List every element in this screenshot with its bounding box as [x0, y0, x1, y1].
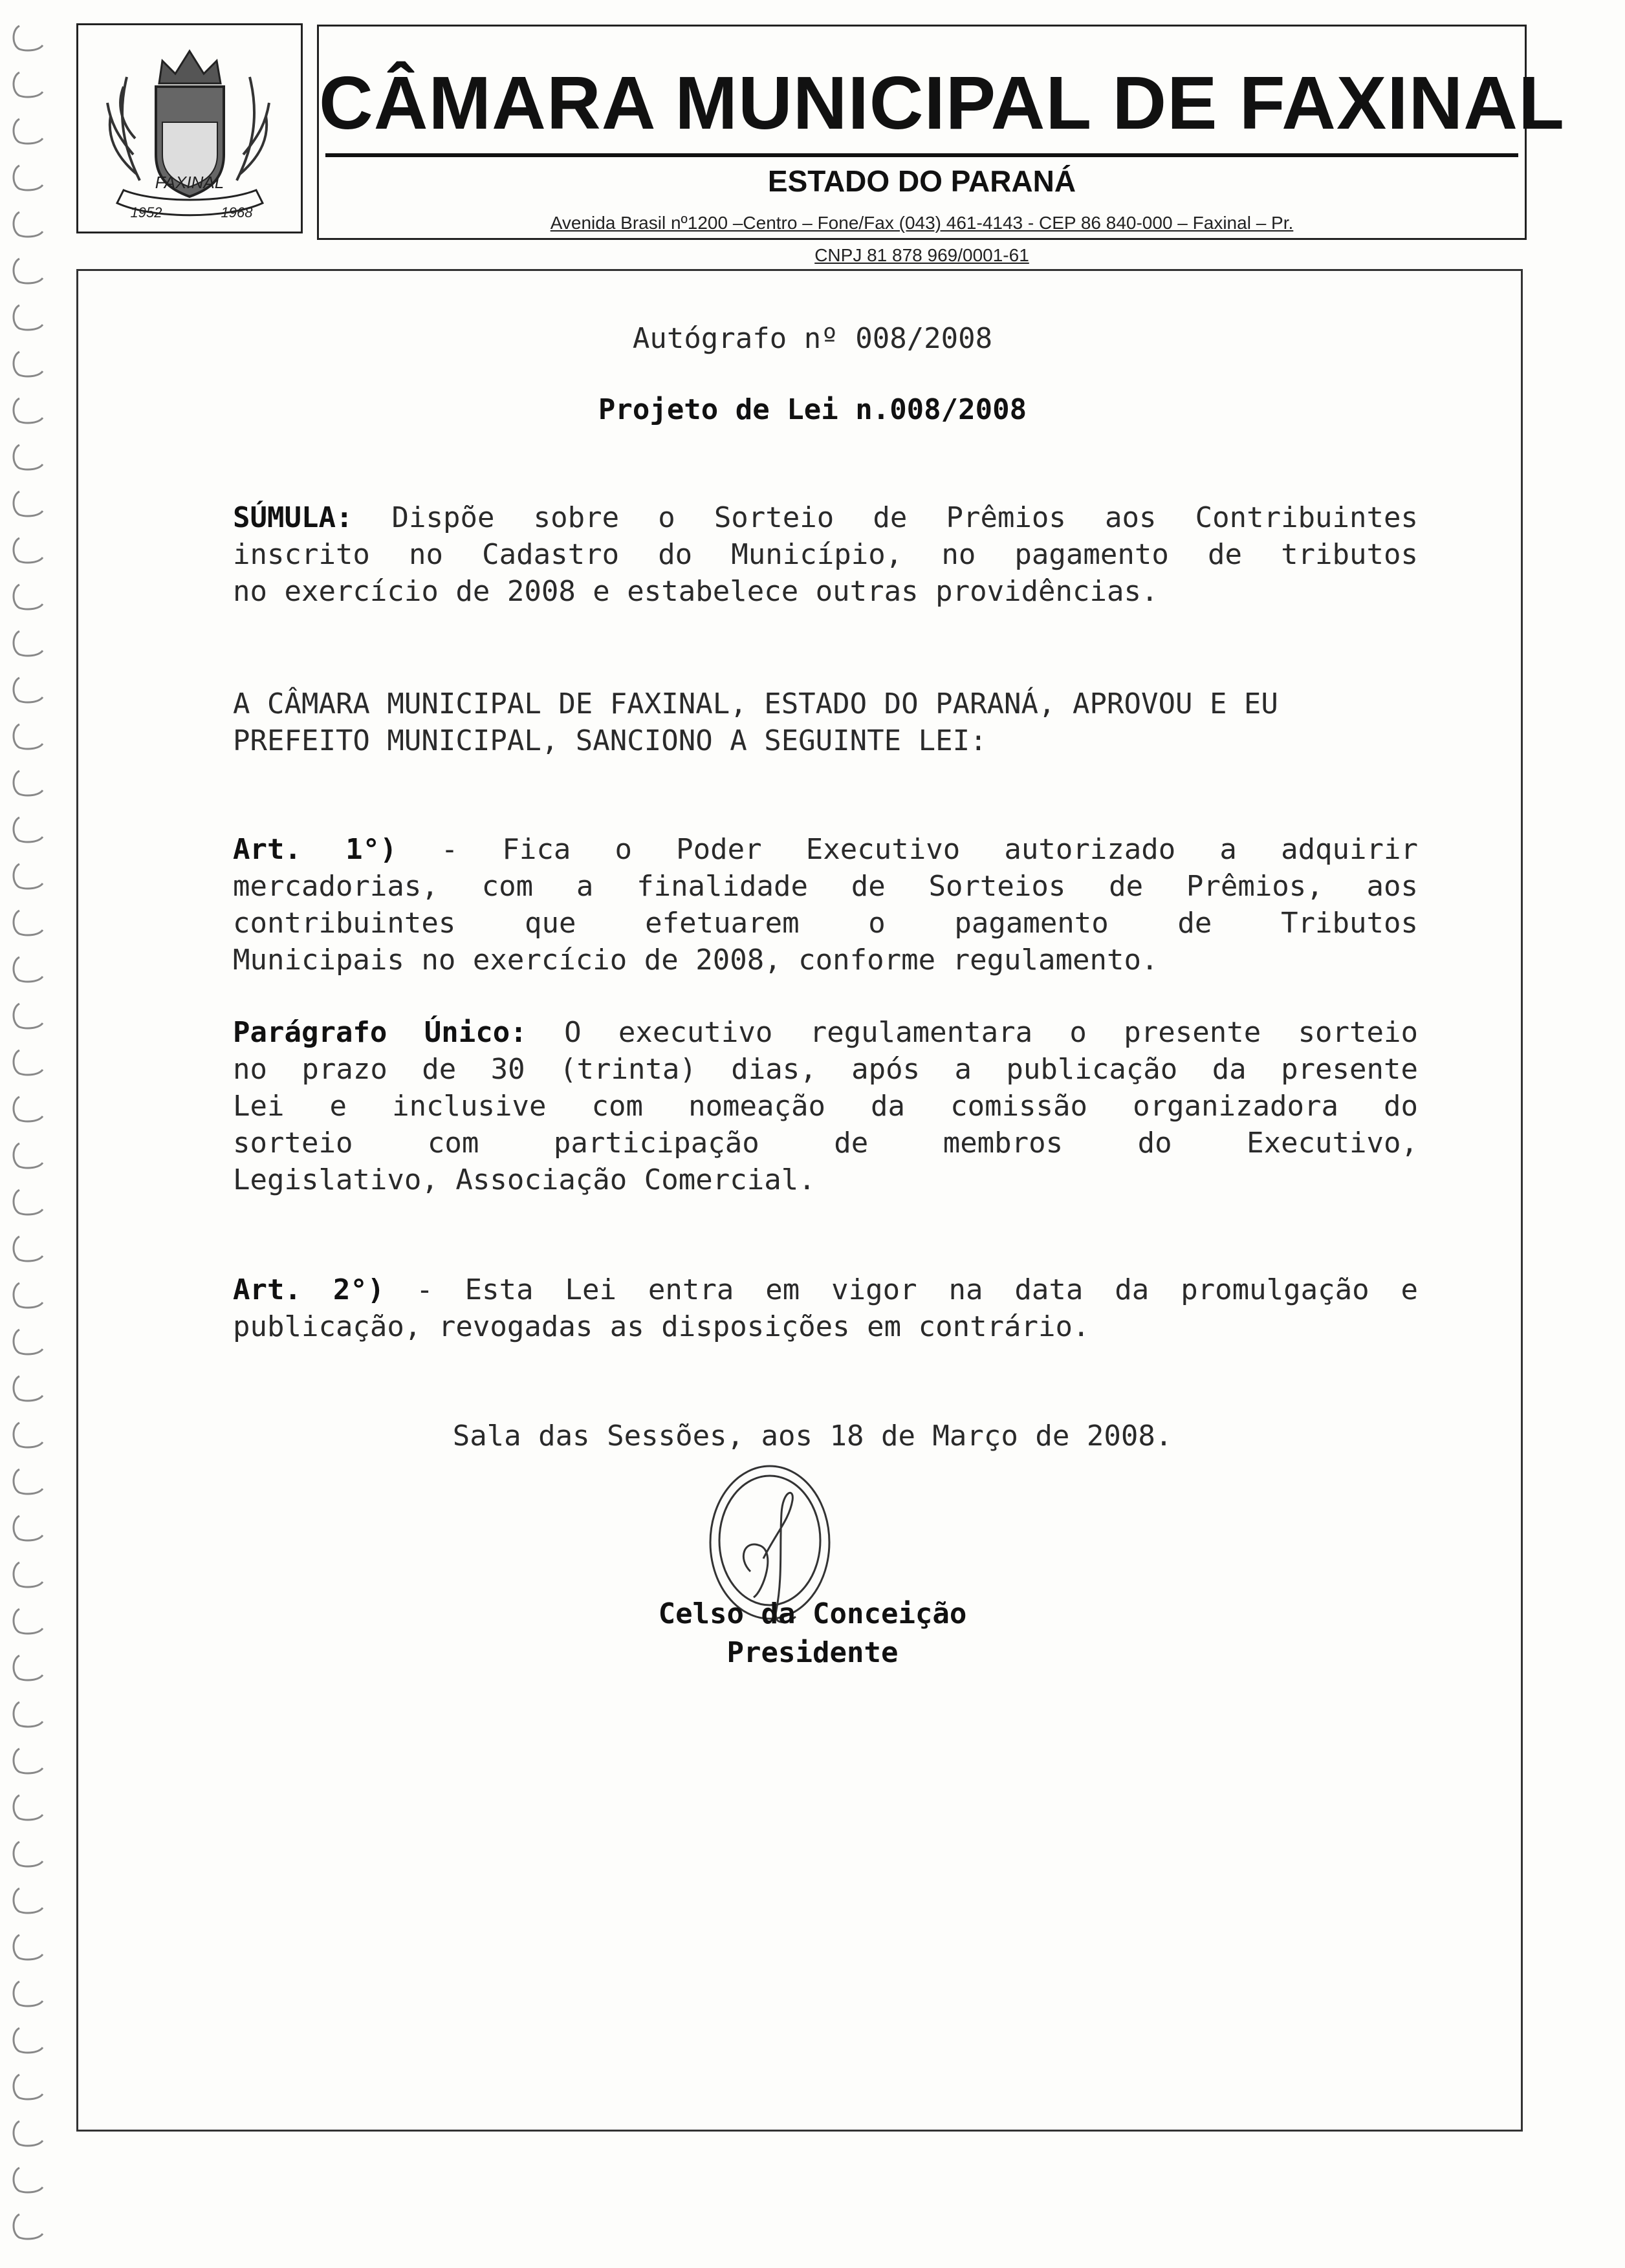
paragraph-line: no prazo de 30 (trinta) dias, após a publicação da presente — [233, 1053, 1418, 1086]
crest-icon — [78, 25, 301, 232]
binder-hole — [14, 1795, 43, 1820]
binder-hole — [14, 817, 43, 842]
binder-hole — [14, 2075, 43, 2099]
article-2 — [233, 1271, 1418, 1345]
binder-hole — [14, 1749, 43, 1773]
article-1-label: Art. 1°) — [233, 833, 397, 866]
binder-hole — [14, 585, 43, 609]
institution-title: CÂMARA MUNICIPAL DE FAXINAL — [319, 61, 1565, 145]
bill-title: Projeto de Lei n.008/2008 — [598, 393, 1027, 426]
article-line: publicação, revogadas as disposições em contrário. — [233, 1310, 1090, 1343]
binder-hole — [14, 1935, 43, 1960]
sumula-line: Dispõe sobre o Sorteio de Prêmios aos Contribuintes — [353, 501, 1418, 534]
binder-hole — [14, 72, 43, 97]
binder-hole — [14, 1982, 43, 2006]
binder-hole — [14, 1097, 43, 1121]
signatory-role: Presidente — [726, 1636, 899, 1669]
article-line: - Esta Lei entra em vigor na data da promulgação e — [384, 1273, 1418, 1306]
article-line: contribuintes que efetuarem o pagamento de Tributos — [233, 907, 1418, 940]
preamble-line: A CÂMARA MUNICIPAL DE FAXINAL, ESTADO DO PARANÁ, APROVOU E EU — [233, 687, 1278, 720]
state-subtitle: ESTADO DO PARANÁ — [767, 164, 1076, 198]
autografo-number: Autógrafo nº 008/2008 — [632, 322, 993, 355]
cnpj-line: CNPJ 81 878 969/0001-61 — [814, 245, 1029, 265]
sumula-line: no exercício de 2008 e estabelece outras providências. — [233, 575, 1159, 608]
crest-name: FAXINAL — [155, 173, 224, 192]
closing-line: Sala das Sessões, aos 18 de Março de 2008. — [452, 1420, 1173, 1453]
binder-hole — [14, 1237, 43, 1261]
binder-hole — [14, 491, 43, 516]
binder-hole — [14, 911, 43, 935]
binder-hole — [14, 1888, 43, 1913]
paragraph-line: O executivo regulamentara o presente sorteio — [527, 1016, 1419, 1049]
municipal-crest — [76, 23, 303, 233]
paragraph-line: sorteio com participação de membros do Executivo, — [233, 1127, 1418, 1160]
title-rule — [325, 153, 1518, 157]
binder-hole — [14, 26, 43, 50]
binder-hole — [14, 2214, 43, 2239]
binder-hole — [14, 259, 43, 283]
binder-hole — [14, 1050, 43, 1075]
binder-hole — [14, 1283, 43, 1308]
binder-hole — [14, 631, 43, 656]
binder-hole — [14, 1143, 43, 1168]
binder-hole — [14, 957, 43, 982]
binder-hole — [14, 1702, 43, 1727]
binder-hole — [14, 1004, 43, 1028]
sumula-block — [233, 499, 1418, 610]
binder-hole — [14, 2121, 43, 2146]
sumula-label: SÚMULA: — [233, 501, 353, 534]
signatory-name: Celso da Conceição — [658, 1597, 967, 1630]
binder-hole — [14, 771, 43, 795]
sole-paragraph-label: Parágrafo Único: — [233, 1016, 527, 1049]
preamble-block — [233, 686, 1418, 759]
article-line: Municipais no exercício de 2008, conforme regulamento. — [233, 944, 1159, 977]
binder-hole — [14, 1376, 43, 1401]
crest-year-left: 1952 — [130, 204, 162, 221]
article-1 — [233, 831, 1418, 978]
sole-paragraph — [233, 1014, 1418, 1198]
article-line: - Fica o Poder Executivo autorizado a adquirir — [397, 833, 1418, 866]
binder-hole — [14, 1469, 43, 1494]
binder-hole — [14, 166, 43, 190]
address-line: Avenida Brasil nº1200 –Centro – Fone/Fax (043) 461-4143 - CEP 86 840-000 – Faxinal – Pr. — [550, 213, 1294, 233]
paragraph-line: Legislativo, Associação Comercial. — [233, 1163, 816, 1196]
crest-year-right: 1968 — [221, 204, 253, 221]
binder-hole — [14, 1516, 43, 1540]
binder-hole — [14, 2168, 43, 2192]
binder-hole — [14, 678, 43, 702]
binder-hole — [14, 119, 43, 144]
binder-hole — [14, 724, 43, 749]
article-2-label: Art. 2°) — [233, 1273, 385, 1306]
letterhead — [317, 25, 1565, 265]
binder-hole — [14, 1562, 43, 1587]
sumula-line: inscrito no Cadastro do Município, no pagamento de tributos — [233, 538, 1418, 571]
binder-hole — [14, 212, 43, 237]
paragraph-line: Lei e inclusive com nomeação da comissão organizadora do — [233, 1090, 1418, 1123]
binder-hole — [14, 864, 43, 889]
binder-hole — [14, 2028, 43, 2053]
preamble-line: PREFEITO MUNICIPAL, SANCIONO A SEGUINTE LEI: — [233, 724, 987, 757]
binder-hole — [14, 1330, 43, 1354]
binder-hole — [14, 1842, 43, 1866]
binder-hole — [14, 1190, 43, 1215]
article-line: mercadorias, com a finalidade de Sorteios de Prêmios, aos — [233, 870, 1418, 903]
binder-hole — [14, 538, 43, 563]
binder-hole — [14, 445, 43, 470]
